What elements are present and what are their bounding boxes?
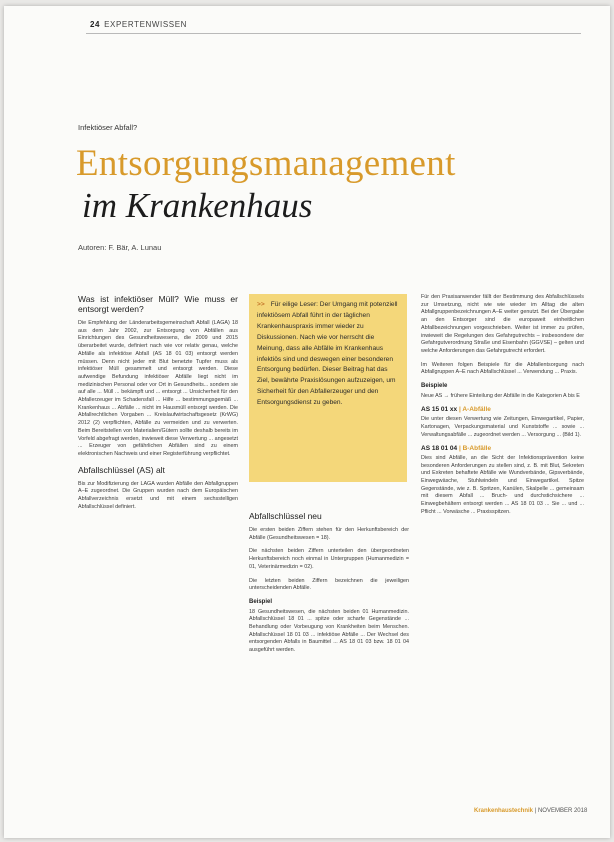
example-text: 18 Gesundheitswesen, die nächsten beiden 01 Humanmedizin. Abfallschlüssel 18 01 ... spitze oder scharfe Gegenstände ... Behandlung oder Vorbeugung von Krankheiten beim Menschen. Abfallschlüssel 18 01 03 ... infektiöse Abfälle ... Der Wechsel des entsorgenden Abfalls in Baumittel ... AS 18 01 03 bzw. 18 01 04 ausgeführt werden. — [249, 608, 409, 654]
page-footer: Krankenhaustechnik | NOVEMBER 2018 — [474, 808, 588, 814]
body-paragraph-9: Die unter diesen Verwertung wie Zeitungen, Einwegartikel, Papier, Kartonagen, Verpackungsmaterial und Kunststoffe ... sowie ... Verwaltungsabfälle ... zugeordnet werden ... Versorgung ... (Bild 1). — [421, 416, 584, 438]
body-paragraph-10: Dies sind Abfälle, an die Sicht der Infektionsprävention keine besonderen Anforderungen zu stellen sind, z. B. mit Blut, Sekreten und Exkreten behaftete Abfälle wie Wundverbände, Gipsverbände, Einwegwäsche, Stuhlwindeln und Einwegartikel. Spitze Gegenstände, wie z. B. Spritzen, Kanülen, Skalpelle ... gemeinsam mit diesem Abfall ... Bruch- und durchstichsichere ... Einwegbehältern entsorgt werden ... AS 18 01 03 ... Sie ... und ... Pflicht ... Vorwäsche ... Praxisspitzen. — [421, 454, 584, 515]
column-2 — [249, 511, 409, 661]
body-paragraph: Die Empfehlung der Länderarbeitsgemeinschaft Abfall (LAGA) 18 aus dem Jahr 2002, zur Entsorgung von Abfällen aus Einrichtungen des Gesundheitswesens, die 2009 und 2015 überarbeitet wurde, definiert nach wie vor relativ genau, welche Abfälle als infektiöse Abfall (AS 18 01 03) entsorgt werden müssen. Denn nicht jeder mit Blut benetzte Tupfer muss als infektiöser Müll gesammelt und entsorgt werden. Diese aufwendige Befundung infektiöser Abfälle liegt nicht im medizinischen Personal oder vor Ort in Gesundheits... sondern sie auf alle ... Müll ... bekämpft und ... entsorgt ... Unsicherheit für den Abfallerzeuger im Schadensfall ... Hilfe ... bestimmungsgemäß ... Krankenhaus ... Abfälle ... nicht im Hausmüll entsorgt werden. Die Abfallrechtlichen Vorgaben ... Kreislaufwirtschaftsgesetz (KrWG) 2012 (2) verpflichten, Abfälle zu vermeiden und zu verwerten. Beim Bereitstellen von Materialien/Gütern sollte deshalb bereits im Vorfeld abgefragt werden, inwieweit diese Verwertung ... angesetzt ... Erzeuger von gefährlichen Abfällen sind zu einem elektronischen Nachweis und einer Registerführung verpflichtet. — [78, 320, 238, 457]
body-paragraph-4: Die nächsten beiden Ziffern unterteilen den übergeordneten Herkunftsbereich noch einmal in Untergruppen (Humanmedizin = 01, Veterinärmedizin = 02). — [249, 548, 409, 570]
callout-arrows: >> — [257, 301, 265, 308]
page-number: 24 — [90, 20, 101, 29]
code-heading-a — [421, 406, 584, 414]
body-paragraph-5: Die letzten beiden Ziffern bezeichnen die jeweiligen unterscheidenden Abfälle. — [249, 577, 409, 592]
footer-date: NOVEMBER 2018 — [537, 808, 588, 814]
code-b: AS 18 01 04 — [421, 445, 458, 453]
running-header — [90, 20, 187, 29]
article-kicker: Infektiöser Abfall? — [78, 123, 138, 132]
example-label: Beispiel — [249, 598, 273, 605]
article-title-line1: Entsorgungsmanagement — [76, 143, 456, 184]
body-paragraph-3: Die ersten beiden Ziffern stehen für den Herkunftsbereich der Abfälle (Gesundheitswesen = 18). — [249, 527, 409, 541]
footer-journal: Krankenhaustechnik — [474, 808, 534, 814]
magazine-page — [4, 6, 610, 838]
body-paragraph-2: Bis zur Modifizierung der LAGA wurden Abfälle den Abfallgruppen A–E zugeordnet. Die Gruppen wurden nach dem Europäischen Abfallverzeichnis ersetzt und mit einem sechsstelligen Abfallschlüssel definiert. — [78, 480, 238, 510]
code-heading-b — [421, 445, 584, 453]
callout-box — [249, 294, 407, 482]
column-1 — [78, 294, 238, 517]
body-paragraph-6: Für den Praxisanwender fällt der Bestimmung des Abfallschlüssels zur Umsetzung, nicht wie wie wieder im Alltag die alten Abfallgruppenbezeichnungen A–E weiter genutzt. Bei der Übergabe an den Entsorger sind die europaweit einheitlichen Abfallbezeichnungen vorgeschrieben. Weiter ist immer zu prüfen, inwieweit die Regelungen des Gefahrgutrechts – insbesondere der Gefahrgutverordnung Straße und Eisenbahn (GGVSE) – gelten und welche Anforderungen das Gefahrgutrecht erfordert. — [421, 294, 584, 354]
examples-label: Beispiele — [421, 383, 448, 390]
header-rule — [86, 33, 581, 34]
body-paragraph-7: Im Weiteren folgen Beispiele für die Abfallentsorgung nach Abfallgruppen A–E nach Abfallschlüssel ... Verwendung ... Praxis. — [421, 361, 584, 376]
code-b-tag: | B-Abfälle — [458, 445, 492, 453]
article-title-line2: im Krankenhaus — [82, 186, 313, 225]
column-3 — [421, 294, 584, 523]
section-heading-2: Abfallschlüssel (AS) alt — [78, 464, 165, 475]
callout-text: Für eilige Leser: Der Umgang mit potenziell infektiösem Abfall führt in der täglichen Krankenhauspraxis immer wieder zu Diskussionen. Nach wie vor herrscht die Meinung, dass alle Abfälle im Krankenhaus infektiös sind und deswegen einer besonderen Entsorgung bedürfen. Dieser Beitrag hat das Ziel, bewährte Praxislösungen aufzuzeigen, um Sicherheit für den Abfallerzeuger und den Entsorgungsdienst zu geben. — [257, 301, 398, 407]
section-heading: Was ist infektiöser Müll? Wie muss er entsorgt werden? — [78, 294, 238, 314]
section-label: EXPERTENWISSEN — [104, 20, 188, 29]
body-paragraph-8: Neue AS → frühere Einteilung der Abfälle in die Kategorien A bis E — [421, 392, 580, 399]
code-a-tag: | A-Abfälle — [458, 406, 491, 414]
code-a: AS 15 01 xx — [421, 406, 458, 414]
section-heading-3: Abfallschlüssel neu — [249, 511, 322, 521]
article-authors: Autoren: F. Bär, A. Lunau — [78, 243, 162, 252]
